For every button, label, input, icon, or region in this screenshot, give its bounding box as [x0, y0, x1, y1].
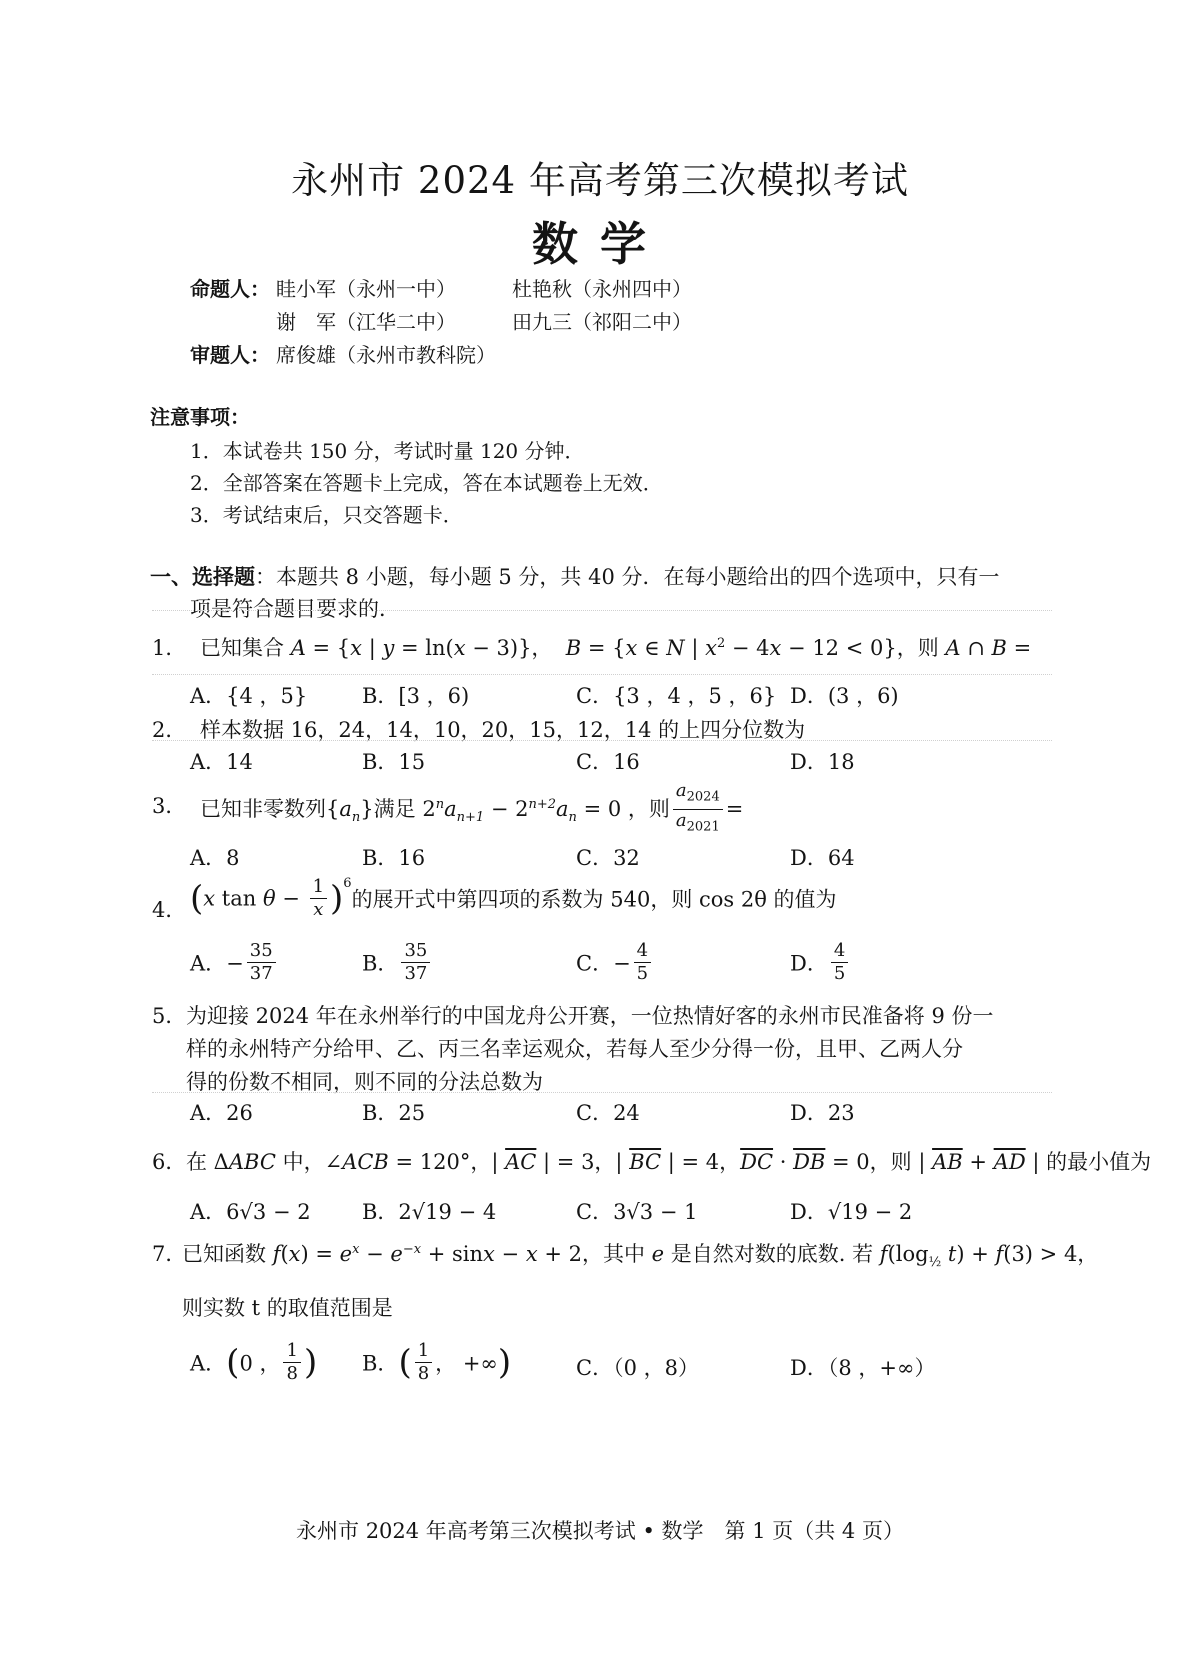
question-number: 2．	[152, 718, 187, 742]
option-d: D．64	[790, 846, 855, 870]
option-a: A．14	[190, 750, 253, 774]
option-a: A．8	[190, 846, 240, 870]
section-intro-2: 项是符合题目要求的．	[190, 597, 400, 621]
question-text: 样本数据 16，24，14，10，20，15，12，14 的上四分位数为	[200, 718, 806, 742]
question-number: 6．	[152, 1150, 187, 1174]
option-a: A．− $\frac{35}{37}$	[190, 940, 279, 985]
proposer-2: 杜艳秋（永州四中）	[512, 277, 692, 301]
section-heading: 一、选择题	[150, 565, 255, 589]
option-a: A．6√3 − 2	[190, 1200, 311, 1224]
option-b: B．16	[362, 846, 426, 870]
option-b: B．( $\frac{1}{8}$ ， +∞)	[362, 1340, 512, 1384]
question-text: (x tan θ − $\frac{1}{x}$ )$^6$的展开式中第四项的系数为 540，则 cos 2θ 的值为	[190, 876, 837, 920]
question-text-line: 样的永州特产分给甲、乙、丙三名幸运观众，若每人至少分得一份，且甲、乙两人分	[186, 1037, 963, 1061]
option-b: B．[3 ，6)	[362, 684, 470, 708]
option-b: B．25	[362, 1101, 426, 1125]
divider	[152, 1092, 1052, 1093]
proposer-4: 田九三（祁阳二中）	[512, 310, 692, 334]
question-text: 已知函数 $f(x) = e^x - e^{-x} + \sin x - x + 2$，其中 e 是自然对数的底数. 若 $f(\log_{\frac{1}{2}}$ t) + f(3) > 4，	[182, 1242, 1099, 1271]
page-footer: 永州市 2024 年高考第三次模拟考试 • 数学 第 1 页（共 4 页）	[296, 1519, 904, 1543]
option-c: C．32	[576, 846, 640, 870]
option-d: D．√19 − 2	[790, 1200, 913, 1224]
option-a: A．26	[190, 1101, 253, 1125]
option-d: D．（8 ，+∞）	[790, 1356, 936, 1380]
section-intro	[150, 561, 1000, 591]
option-b: B．2√19 − 4	[362, 1200, 497, 1224]
option-c: C．3√3 − 1	[576, 1200, 698, 1224]
reviewer-1: 席俊雄（永州市教科院）	[276, 343, 496, 367]
question-text: 已知集合 A = {x | y = ln(x − 3)}， B = {x ∈ N | $x^2 - 4x - 12 < 0$}，则 A ∩ B =	[200, 636, 1032, 660]
option-a: A．(0 ， $\frac{1}{8}$ )	[190, 1340, 318, 1384]
question-number: 4．	[152, 898, 187, 922]
option-b: B．15	[362, 750, 426, 774]
question-number: 3．	[152, 794, 187, 818]
option-d: D．18	[790, 750, 855, 774]
proposer-3: 谢 军（江华二中）	[276, 310, 456, 334]
notice-item: 1．本试卷共 150 分，考试时量 120 分钟．	[190, 439, 585, 463]
question-text-line: 得的份数不相同，则不同的分法总数为	[186, 1070, 543, 1094]
option-c: C．− $\frac{4}{5}$	[576, 940, 654, 985]
reviewer-label: 审题人：	[190, 343, 270, 367]
question-text: 在 ΔABC 中，∠ACB = 120°，| $\overline{AC}$ | = 3，| $\overline{BC}$ | = 4，$\overline{DC} \cdot \overline{DB} = 0$，则 | $\overline{AB} + \overline{AD}$ | 的最小值为	[186, 1150, 1152, 1174]
divider	[152, 674, 1052, 675]
section-intro-1: ：本题共 8 小题，每小题 5 分，共 40 分．在每小题给出的四个选项中，只有一	[255, 565, 1000, 589]
option-d: D． $\frac{4}{5}$	[790, 940, 851, 985]
question-4-text: 的展开式中第四项的系数为 540，则 cos 2θ 的值为	[351, 887, 837, 912]
option-c: C．24	[576, 1101, 640, 1125]
exam-title: 永州市 2024 年高考第三次模拟考试	[291, 159, 909, 202]
option-c: C．16	[576, 750, 640, 774]
question-number: 7．	[152, 1242, 187, 1266]
notice-item: 3．考试结束后，只交答题卡．	[190, 503, 463, 527]
notice-item: 2．全部答案在答题卡上完成，答在本试题卷上无效．	[190, 471, 663, 495]
question-number: 5．	[152, 1004, 187, 1028]
question-number: 1．	[152, 636, 187, 660]
option-d: D．23	[790, 1101, 855, 1125]
proposer-label: 命题人：	[190, 277, 270, 301]
divider	[152, 610, 1052, 611]
notice-heading: 注意事项：	[150, 405, 250, 429]
question-text: 已知非零数列$\{a_n\}$满足 $2^na_{n+1} - 2^{n+2}a_n = 0$ ，则 $\frac{a_{2024}}{a_{2021}}$ =	[200, 780, 744, 835]
option-c: C．{3 ，4 ，5 ，6}	[576, 684, 777, 708]
option-d: D．(3 ，6)	[790, 684, 899, 708]
option-c: C．（0 ，8）	[576, 1356, 699, 1380]
question-text-line: 为迎接 2024 年在永州举行的中国龙舟公开赛，一位热情好客的永州市民准备将 9 份一	[186, 1004, 994, 1028]
proposer-1: 眭小军（永州一中）	[276, 277, 456, 301]
divider	[152, 740, 1052, 741]
option-b: B． $\frac{35}{37}$	[362, 940, 433, 985]
question-text-line: 则实数 t 的取值范围是	[182, 1296, 393, 1320]
exam-subject: 数学	[532, 217, 668, 271]
option-a: A．{4 ，5}	[190, 684, 308, 708]
